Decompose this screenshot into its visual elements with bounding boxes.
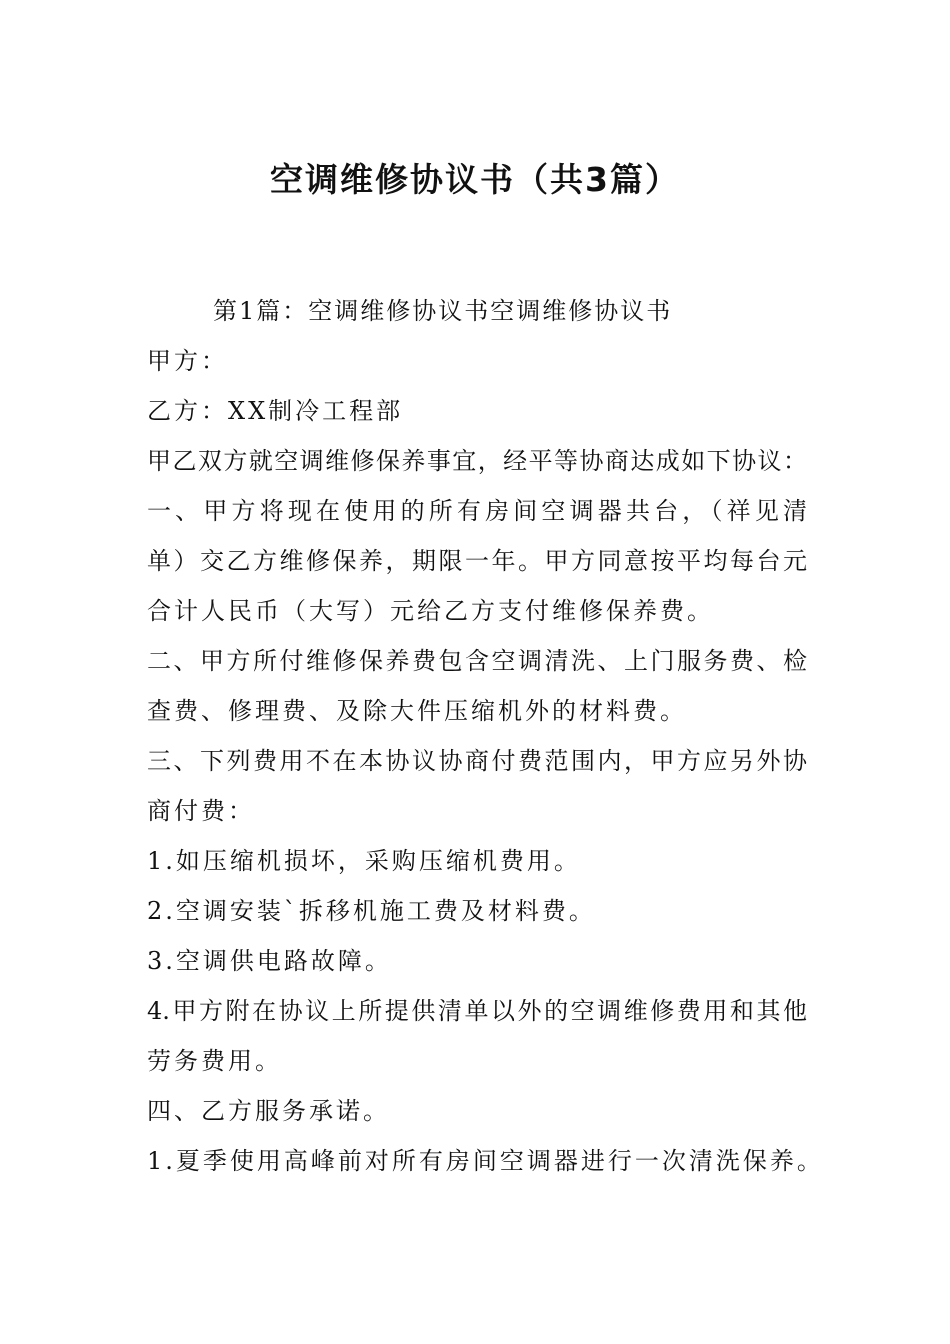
section-line: 四、乙方服务承诺。 (147, 1097, 390, 1125)
document-title: 空调维修协议书（共3篇） (270, 160, 680, 199)
party-a-line: 甲方： (147, 347, 228, 375)
section-heading: 第1篇：空调维修协议书空调维修协议书 (213, 297, 673, 325)
paragraph-line: 甲乙双方就空调维修保养事宜，经平等协商达成如下协议： (147, 447, 807, 475)
list-item: 2.空调安装`拆移机施工费及材料费。 (147, 897, 596, 925)
paragraph-line: 商付费： (147, 797, 255, 825)
paragraph-line: 合计人民币（大写）元给乙方支付维修保养费。 (147, 597, 714, 625)
list-item: 4.甲方附在协议上所提供清单以外的空调维修费用和其他 (147, 997, 807, 1025)
paragraph-line: 查费、修理费、及除大件压缩机外的材料费。 (147, 697, 687, 725)
party-b-line: 乙方：XX制冷工程部 (147, 397, 404, 425)
list-item: 3.空调供电路故障。 (147, 947, 392, 975)
list-item: 1.夏季使用高峰前对所有房间空调器进行一次清洗保养。 (147, 1147, 824, 1175)
paragraph-line: 三、下列费用不在本协议协商付费范围内，甲方应另外协 (147, 747, 807, 775)
paragraph-line: 一、甲方将现在使用的所有房间空调器共台，（祥见清 (147, 497, 807, 525)
list-item: 1.如压缩机损坏，采购压缩机费用。 (147, 847, 581, 875)
paragraph-line: 单）交乙方维修保养，期限一年。甲方同意按平均每台元 (147, 547, 807, 575)
paragraph-line: 二、甲方所付维修保养费包含空调清洗、上门服务费、检 (147, 647, 807, 675)
list-item-continuation: 劳务费用。 (147, 1047, 282, 1075)
document-body (147, 286, 824, 1186)
